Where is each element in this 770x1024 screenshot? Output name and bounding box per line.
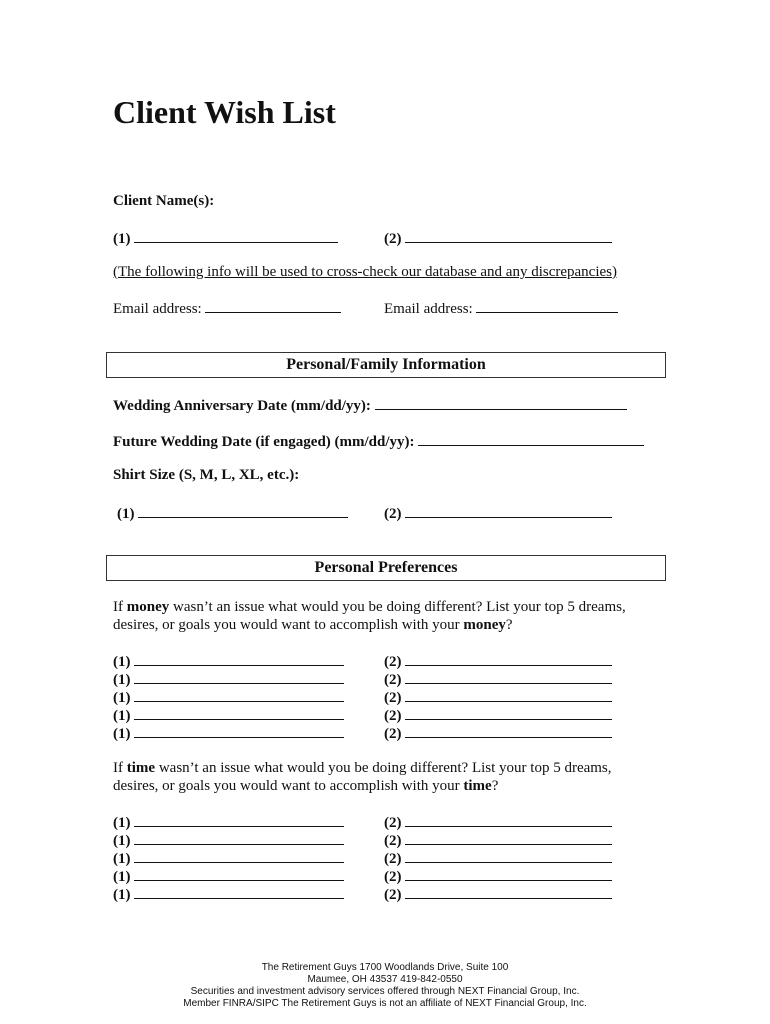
money-answer-right-field[interactable] (405, 688, 612, 702)
footer-address: The Retirement Guys 1700 Woodlands Drive, Suite 100 (261, 962, 509, 973)
money-answer-left-row (113, 706, 344, 725)
future-wedding-row (113, 432, 644, 451)
future-wedding-label: Future Wedding Date (if engaged) (mm/dd/yy): (113, 434, 415, 450)
footer-securities: Securities and investment advisory services offered through NEXT Financial Group, Inc. (190, 986, 580, 997)
time-q-text-3: desires, or goals you would want to accomplish with your (113, 778, 464, 794)
time-answer-right-row (384, 813, 612, 832)
money-answer-left-label: (1) (113, 690, 131, 706)
time-q-text-4: ? (491, 778, 499, 794)
client-name-1-row (113, 229, 338, 248)
page-title: Client Wish List (113, 94, 336, 130)
time-q-text-2: wasn’t an issue what would you be doing different? List your top 5 dreams, (155, 760, 612, 776)
money-q-text-2: wasn’t an issue what would you be doing different? List your top 5 dreams, (169, 599, 626, 615)
time-answer-right-field[interactable] (405, 849, 612, 863)
time-answer-left-field[interactable] (134, 831, 344, 845)
time-answer-left-label: (1) (113, 869, 131, 885)
email-1-row (113, 299, 341, 318)
money-answer-left-field[interactable] (134, 670, 344, 684)
shirt-2-label: (2) (384, 506, 402, 522)
time-answer-right-field[interactable] (405, 867, 612, 881)
money-question (113, 598, 653, 634)
money-answer-left-row (113, 652, 344, 671)
client-name-2-label: (2) (384, 231, 402, 247)
email-1-field[interactable] (205, 299, 341, 313)
money-answer-left-row (113, 670, 344, 689)
money-answer-left-row (113, 688, 344, 707)
time-answer-right-field[interactable] (405, 885, 612, 899)
footer-city-phone: Maumee, OH 43537 419-842-0550 (307, 974, 463, 985)
anniversary-label: Wedding Anniversary Date (mm/dd/yy): (113, 398, 371, 414)
shirt-1-row (117, 504, 348, 523)
time-answer-left-row (113, 885, 344, 904)
preferences-section-heading: Personal Preferences (106, 555, 666, 581)
money-answer-left-field[interactable] (134, 706, 344, 720)
money-answer-right-field[interactable] (405, 706, 612, 720)
time-answer-left-label: (1) (113, 887, 131, 903)
time-answer-right-label: (2) (384, 833, 402, 849)
time-answer-left-row (113, 813, 344, 832)
time-question (113, 759, 653, 795)
money-answer-right-row (384, 670, 612, 689)
time-answer-left-label: (1) (113, 851, 131, 867)
time-answer-right-label: (2) (384, 851, 402, 867)
money-answer-left-label: (1) (113, 726, 131, 742)
money-keyword-1: money (126, 599, 170, 615)
time-keyword-2: time (463, 778, 492, 794)
client-names-label: Client Name(s): (113, 193, 215, 209)
time-answer-left-field[interactable] (134, 885, 344, 899)
client-name-1-label: (1) (113, 231, 131, 247)
shirt-2-field[interactable] (405, 504, 612, 518)
time-answer-left-field[interactable] (134, 849, 344, 863)
time-answer-right-field[interactable] (405, 813, 612, 827)
time-answer-right-row (384, 885, 612, 904)
money-answer-right-label: (2) (384, 726, 402, 742)
email-1-label: Email address: (113, 301, 202, 317)
money-answer-right-label: (2) (384, 690, 402, 706)
footer-member: Member FINRA/SIPC The Retirement Guys is not an affiliate of NEXT Financial Group, Inc. (183, 998, 587, 1009)
money-keyword-2: money (463, 617, 506, 633)
time-answer-right-field[interactable] (405, 831, 612, 845)
money-answer-right-row (384, 652, 612, 671)
anniversary-row (113, 396, 627, 415)
time-answer-left-field[interactable] (134, 813, 344, 827)
time-answer-left-label: (1) (113, 815, 131, 831)
email-2-row (384, 299, 618, 318)
time-answer-right-label: (2) (384, 887, 402, 903)
time-answer-right-label: (2) (384, 815, 402, 831)
time-answer-right-label: (2) (384, 869, 402, 885)
client-name-1-field[interactable] (134, 229, 338, 243)
time-answer-right-row (384, 831, 612, 850)
money-q-text-3: desires, or goals you would want to accomplish with your (113, 617, 464, 633)
money-answer-right-row (384, 724, 612, 743)
money-answer-right-row (384, 706, 612, 725)
money-answer-right-field[interactable] (405, 652, 612, 666)
money-answer-left-row (113, 724, 344, 743)
money-answer-left-label: (1) (113, 672, 131, 688)
anniversary-field[interactable] (375, 396, 627, 410)
shirt-1-label: (1) (117, 506, 135, 522)
money-answer-left-field[interactable] (134, 724, 344, 738)
email-2-field[interactable] (476, 299, 618, 313)
money-answer-left-field[interactable] (134, 688, 344, 702)
money-answer-right-label: (2) (384, 672, 402, 688)
money-answer-right-label: (2) (384, 708, 402, 724)
time-answer-left-field[interactable] (134, 867, 344, 881)
time-answer-left-label: (1) (113, 833, 131, 849)
money-answer-left-label: (1) (113, 654, 131, 670)
money-answer-right-row (384, 688, 612, 707)
shirt-size-label: Shirt Size (S, M, L, XL, etc.): (113, 467, 300, 483)
time-q-text-1: If (113, 760, 127, 776)
money-answer-right-field[interactable] (405, 670, 612, 684)
client-name-2-row (384, 229, 612, 248)
family-section-heading: Personal/Family Information (106, 352, 666, 378)
money-answer-right-field[interactable] (405, 724, 612, 738)
time-keyword-1: time (126, 760, 156, 776)
time-answer-left-row (113, 867, 344, 886)
time-answer-left-row (113, 849, 344, 868)
money-q-text-1: If (113, 599, 127, 615)
time-answer-right-row (384, 867, 612, 886)
money-answer-right-label: (2) (384, 654, 402, 670)
footer (0, 962, 770, 1010)
time-answer-right-row (384, 849, 612, 868)
money-answer-left-label: (1) (113, 708, 131, 724)
future-wedding-field[interactable] (418, 432, 644, 446)
time-answer-left-row (113, 831, 344, 850)
money-q-text-4: ? (505, 617, 513, 633)
email-2-label: Email address: (384, 301, 473, 317)
client-name-2-field[interactable] (405, 229, 612, 243)
shirt-1-field[interactable] (138, 504, 348, 518)
crosscheck-note: (The following info will be used to cross-check our database and any discrepancies) (113, 264, 617, 280)
money-answer-left-field[interactable] (134, 652, 344, 666)
shirt-2-row (384, 504, 612, 523)
